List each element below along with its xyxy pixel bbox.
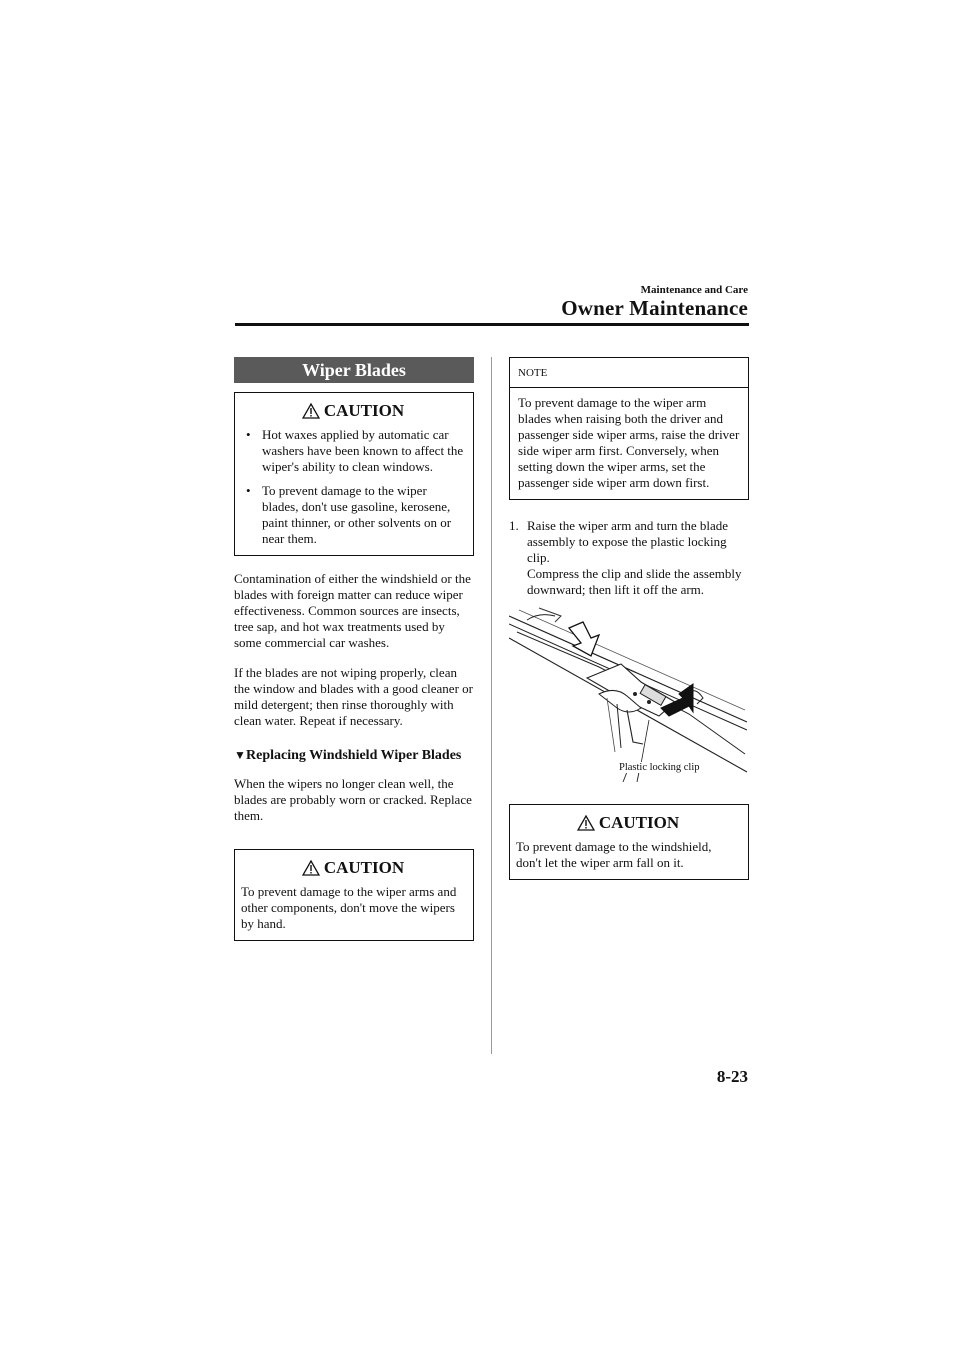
caution-list [241,427,465,547]
body-paragraph: Contamination of either the windshield or the blades with foreign matter can reduce wiper effectiveness. Common sources are insects, tree sap, and hot wax treatments used by some commercial car washes. [234,571,471,650]
caution-box-wiper-hand [234,849,474,941]
caution-item [241,483,465,547]
body-paragraph: When the wipers no longer clean well, the blades are probably worn or cracked. Replace them. [234,776,472,823]
caution-label: CAUTION [323,401,405,420]
caution-text: To prevent damage to the wiper arms and other components, don't move the wipers by hand. [241,884,457,931]
caution-item-text: To prevent damage to the wiper blades, don't use gasoline, kerosene, paint thinner, or other solvents on or near them. [262,483,452,546]
header-section-name: Maintenance and Care [640,284,748,296]
left-column [234,357,474,941]
page-number: 8-23 [716,1067,748,1086]
caution-label: CAUTION [598,813,680,832]
caution-heading [241,858,465,878]
header-rule [235,323,749,326]
column-divider [491,357,492,1054]
caution-item-text: Hot waxes applied by automatic car washers have been known to affect the wiper's ability to clean windows. [262,427,464,474]
subheading-text: Replacing Windshield Wiper Blades [246,748,462,763]
section-banner: Wiper Blades [234,357,474,383]
right-column [509,357,749,880]
step-text: Raise the wiper arm and turn the blade assembly to expose the plastic locking clip. [527,518,729,565]
body-paragraph: If the blades are not wiping properly, clean the window and blades with a good cleaner or mild detergent; then rinse thoroughly with clean water. Repeat if necessary. [234,665,473,728]
warning-triangle-icon [302,860,320,876]
subheading [234,747,474,764]
caution-heading [241,401,465,421]
caution-label: CAUTION [323,858,405,877]
caution-box-solvents [234,392,474,556]
caution-text: To prevent damage to the windshield, don't let the wiper arm fall on it. [516,839,712,870]
step-number: 1. [509,518,519,533]
header-chapter-title: Owner Maintenance [561,296,748,320]
bullet-icon: • [246,427,251,442]
caution-box-windshield [509,804,749,880]
warning-triangle-icon [302,403,320,419]
caution-heading [516,813,740,833]
warning-triangle-icon [577,815,595,831]
step-text: Compress the clip and slide the assembly downward; then lift it off the arm. [527,566,742,597]
note-text: To prevent damage to the wiper arm blades when raising both the driver and passenger side wiper arms, raise the driver side wiper arm first. Conversely, when setting down the wiper arms, set the passenger side wiper arm down first. [518,395,740,490]
figure-callout-label: Plastic locking clip [619,762,700,773]
note-box [509,357,749,500]
bullet-icon: • [246,483,251,498]
caution-item [241,427,465,475]
down-triangle-icon: ▼ [234,748,246,762]
wiper-blade-illustration [509,602,749,782]
note-label: NOTE [510,358,748,388]
wiper-clip-drawing [509,602,749,782]
step-1 [509,518,749,598]
